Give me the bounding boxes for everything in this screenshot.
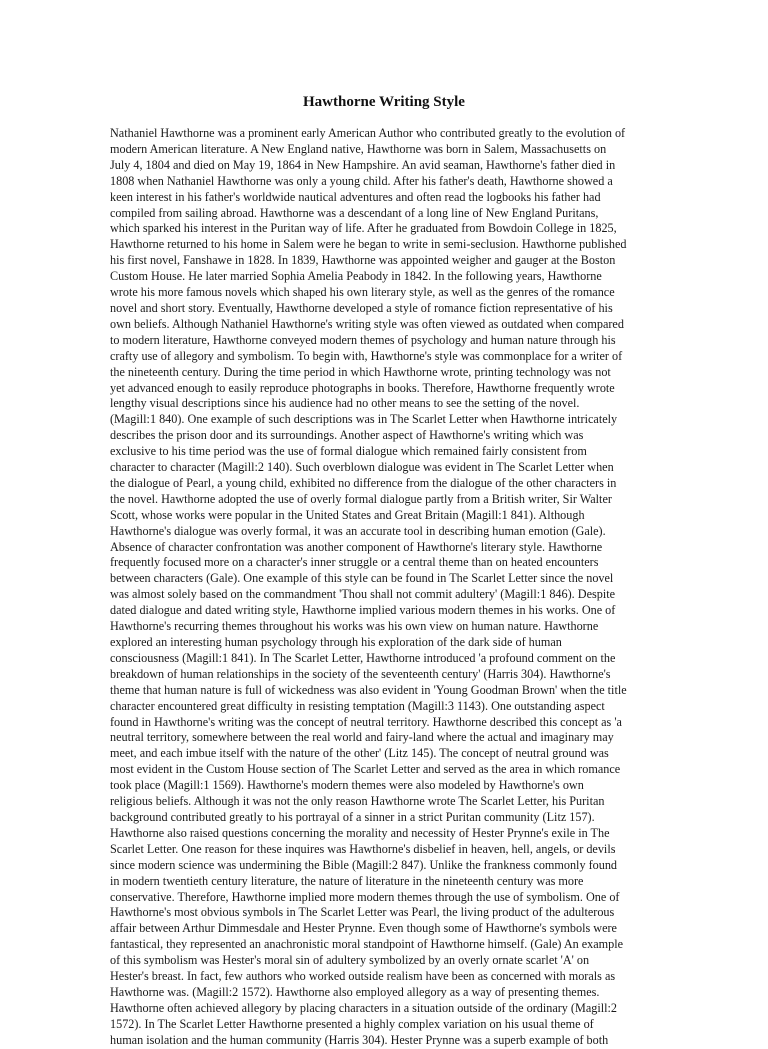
body-text-line: frequently focused more on a character's inner struggle or a central theme than on heated encounters bbox=[110, 555, 599, 570]
body-text-line: dated dialogue and dated writing style, Hawthorne implied various modern themes in his works. One of bbox=[110, 603, 616, 618]
body-text-line: crafty use of allegory and symbolism. To begin with, Hawthorne's style was commonplace for a writer of bbox=[110, 348, 623, 363]
body-text-line: the nineteenth century. During the time period in which Hawthorne wrote, printing technology was not bbox=[110, 364, 611, 379]
body-text-line: neutral territory, somewhere between the real world and fairy-land where the actual and imaginary may bbox=[110, 730, 614, 745]
body-text-line: the novel. Hawthorne adopted the use of overly formal dialogue partly from a British writer, Sir Walter bbox=[110, 491, 612, 506]
body-text-line: found in Hawthorne's writing was the concept of neutral territory. Hawthorne described this concept as 'a bbox=[110, 714, 622, 729]
body-text-line: was almost solely based on the commandment 'Thou shall not commit adultery' (Magill:1 846). Despite bbox=[110, 587, 616, 602]
body-text-line: Custom House. He later married Sophia Amelia Peabody in 1842. In the following years, Hawthorne bbox=[110, 269, 602, 284]
body-text-line: fantastical, they represented an anachronistic moral standpoint of Hawthorne himself. (Gale) An example bbox=[110, 937, 624, 952]
body-text-line: 1808 when Nathaniel Hawthorne was only a young child. After his father's death, Hawthorne showed a bbox=[110, 173, 613, 188]
body-text-line: consciousness (Magill:1 841). In The Scarlet Letter, Hawthorne introduced 'a profound comment on the bbox=[110, 650, 616, 665]
body-text-line: religious beliefs. Although it was not the only reason Hawthorne wrote The Scarlet Letter, his Puritan bbox=[110, 794, 605, 809]
body-text-line: human isolation and the human community (Harris 304). Hester Prynne was a superb example of both bbox=[110, 1032, 609, 1047]
body-text-line: explored an interesting human psychology through his exploration of the dark side of human bbox=[110, 635, 562, 649]
document-body bbox=[110, 126, 670, 1049]
body-text-line: which sparked his interest in the Puritan way of life. After he graduated from Bowdoin College in 1825, bbox=[110, 221, 617, 236]
body-text-line: in modern twentieth century literature, the nature of literature in the nineteenth century was more bbox=[110, 873, 584, 888]
body-text-line: theme that human nature is full of wickedness was also evident in 'Young Goodman Brown' when the title bbox=[110, 682, 627, 697]
body-text-line: Hawthorne returned to his home in Salem were he began to write in semi-seclusion. Hawthorne published bbox=[110, 237, 627, 252]
body-text-line: modern American literature. A New England native, Hawthorne was born in Salem, Massachusetts on bbox=[110, 141, 607, 156]
body-text-line: exclusive to his time period was the use of formal dialogue which remained fairly consistent from bbox=[110, 444, 587, 459]
body-text-line: Hawthorne's most obvious symbols in The Scarlet Letter was Pearl, the living product of the adulterous bbox=[110, 905, 615, 920]
body-text-line: own beliefs. Although Nathaniel Hawthorne's writing style was often viewed as outdated when compared bbox=[110, 316, 624, 331]
body-text-line: describes the prison door and its surroundings. Another aspect of Hawthorne's writing which was bbox=[110, 428, 584, 443]
body-text-line: (Magill:1 840). One example of such descriptions was in The Scarlet Letter when Hawthorne intricately bbox=[110, 412, 618, 427]
body-text-line: compiled from sailing abroad. Hawthorne was a descendant of a long line of New England Puritans, bbox=[110, 205, 599, 220]
body-text-line: character encountered great difficulty in resisting temptation (Magill:3 1143). One outstanding aspect bbox=[110, 698, 605, 713]
body-text-line: Absence of character confrontation was another component of Hawthorne's literary style. Hawthorne bbox=[110, 539, 603, 554]
body-text-line: most evident in the Custom House section of The Scarlet Letter and served as the area in which romance bbox=[110, 762, 621, 777]
body-text-line: background contributed greatly to his portrayal of a sinner in a strict Puritan community (Litz 157). bbox=[110, 809, 595, 824]
body-text-line: the dialogue of Pearl, a young child, exhibited no difference from the dialogue of the other characters in bbox=[110, 475, 617, 490]
body-text-line: Scarlet Letter. One reason for these inquires was Hawthorne's disbelief in heaven, hell, angels, or devils bbox=[110, 841, 616, 856]
body-text-line: Hawthorne's dialogue was overly formal, it was an accurate tool in describing human emotion (Gale). bbox=[110, 523, 606, 538]
document-title: Hawthorne Writing Style bbox=[303, 94, 465, 110]
body-text-line: since modern science was undermining the Bible (Magill:2 847). Unlike the frankness commonly found bbox=[110, 857, 618, 872]
body-text-line: conservative. Therefore, Hawthorne implied more modern themes through the use of symbolism. One of bbox=[110, 889, 620, 904]
body-text-line: meet, and each imbue itself with the nature of the other' (Litz 145). The concept of neutral ground was bbox=[110, 746, 609, 761]
body-text-line: affair between Arthur Dimmesdale and Hester Prynne. Even though some of Hawthorne's symbols were bbox=[110, 921, 617, 936]
body-text-line: between characters (Gale). One example of this style can be found in The Scarlet Letter since the novel bbox=[110, 571, 614, 586]
body-text-line: Hawthorne often achieved allegory by placing characters in a situation outside of the ordinary (Magill:2 bbox=[110, 1000, 617, 1015]
body-text-line: 1572). In The Scarlet Letter Hawthorne presented a highly complex variation on his usual theme of bbox=[110, 1016, 594, 1031]
body-text-line: keen interest in his father's worldwide nautical adventures and often read the logbooks his father had bbox=[110, 189, 601, 204]
body-text-line: Hawthorne was. (Magill:2 1572). Hawthorne also employed allegory as a way of presenting themes. bbox=[110, 984, 600, 999]
body-text-line: his first novel, Fanshawe in 1828. In 1839, Hawthorne was appointed weigher and gauger at the Boston bbox=[110, 253, 616, 268]
body-text-line: Scott, whose works were popular in the United States and Great Britain (Magill:1 841). Although bbox=[110, 507, 585, 522]
body-text-line: Hester's breast. In fact, few authors who worked outside realism have been as concerned with morals as bbox=[110, 969, 616, 984]
body-text-line: yet advanced enough to easily reproduce photographs in books. Therefore, Hawthorne frequently wrote bbox=[110, 380, 615, 395]
body-text-line: to modern literature, Hawthorne conveyed modern themes of psychology and human nature through his bbox=[110, 332, 616, 347]
body-text-line: Hawthorne also raised questions concerning the morality and necessity of Hester Prynne's exile in The bbox=[110, 825, 610, 840]
body-text-line: wrote his more famous novels which shaped his own literary style, as well as the genres of the romance bbox=[110, 285, 615, 300]
body-text-line: took place (Magill:1 1569). Hawthorne's modern themes were also modeled by Hawthorne's own bbox=[110, 778, 584, 793]
body-text-line: Nathaniel Hawthorne was a prominent early American Author who contributed greatly to the evolution of bbox=[110, 126, 626, 140]
body-text-line: of this symbolism was Hester's moral sin of adultery symbolized by an overly ornate scarlet 'A' on bbox=[110, 953, 590, 968]
body-text-line: Hawthorne's recurring themes throughout his works was his own view on human nature. Hawthorne bbox=[110, 619, 599, 634]
body-text-line: character to character (Magill:2 140). Such overblown dialogue was evident in The Scarlet Letter when bbox=[110, 460, 614, 475]
body-text-line: novel and short story. Eventually, Hawthorne developed a style of romance fiction representative of his bbox=[110, 300, 613, 315]
body-text-line: breakdown of human relationships in the society of the seventeenth century' (Harris 304). Hawthorne's bbox=[110, 666, 611, 681]
body-text-line: July 4, 1804 and died on May 19, 1864 in New Hampshire. An avid seaman, Hawthorne's father died in bbox=[110, 157, 616, 172]
body-text-line: lengthy visual descriptions since his audience had no other means to see the setting of the novel. bbox=[110, 396, 580, 411]
